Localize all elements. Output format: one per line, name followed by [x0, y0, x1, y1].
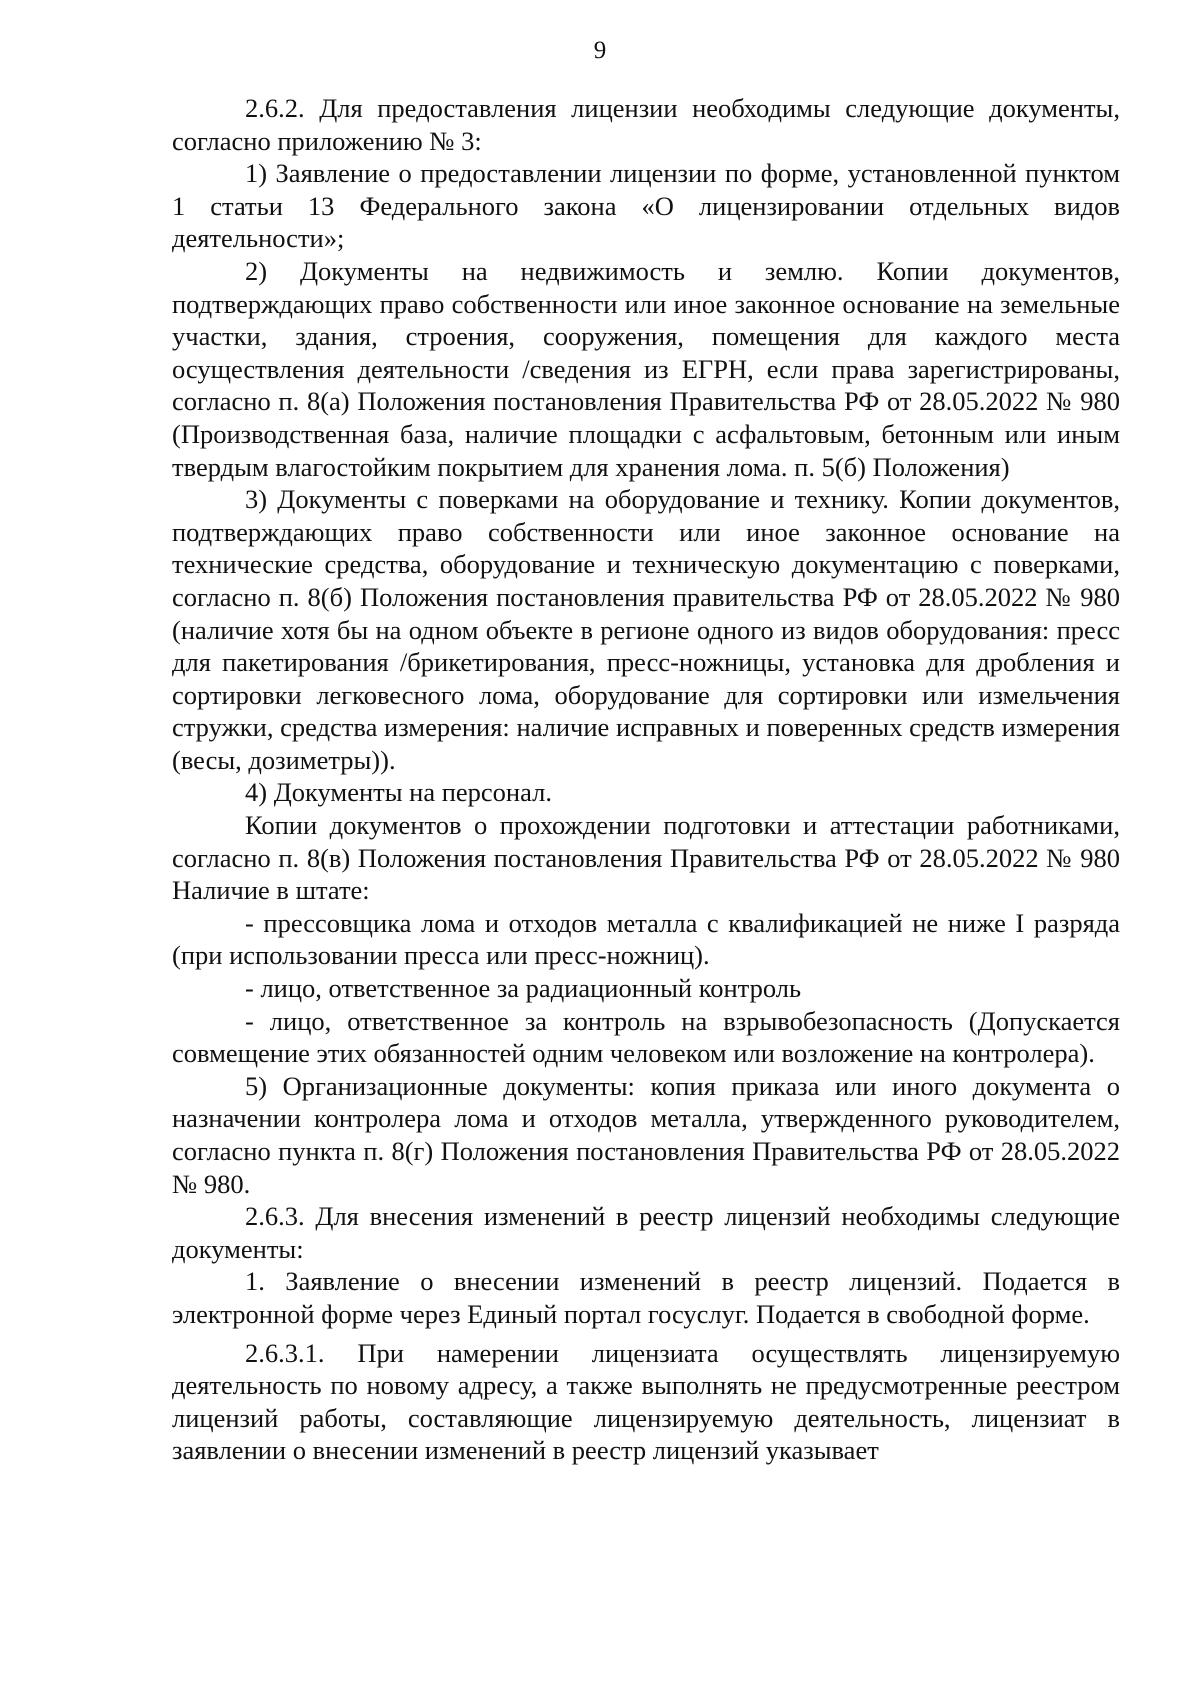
paragraph-staff-press-operator: - прессовщика лома и отходов металла с квалификацией не ниже I разряда (при использовании пресса или пресс-ножниц). [172, 907, 1120, 971]
paragraph-personnel-certification: Копии документов о прохождении подготовки и аттестации работниками, согласно п. 8(в) Положения постановления Правительства РФ от 28.05.2022 № 980 Наличие в штате: [172, 810, 1120, 906]
paragraph-item-1-application: 1) Заявление о предоставлении лицензии по форме, установленной пунктом 1 статьи 13 Федерального закона «О лицензировании отдельных видов деятельности»; [172, 158, 1120, 254]
document-body [172, 92, 1120, 1467]
paragraph-item-5-organizational: 5) Организационные документы: копия приказа или иного документа о назначении контролера лома и отходов металла, утвержденного руководителем, согласно пункта п. 8(г) Положения постановления Правительства РФ от 28.05.2022 № 980. [172, 1070, 1120, 1199]
paragraph-2-6-3-1: 2.6.3.1. При намерении лицензиата осуществлять лицензируемую деятельность по новому адресу, а также выполнять не предусмотренные реестром лицензий работы, составляющие лицензируемую деятельность, лицензиат в заявлении о внесении изменений в реестр лицензий указывает [172, 1337, 1120, 1466]
paragraph-item-3-equipment: 3) Документы с поверками на оборудование и технику. Копии документов, подтверждающих право собственности или иное законное основание на технические средства, оборудование и техническую документацию с поверками, согласно п. 8(б) Положения постановления правительства РФ от 28.05.2022 № 980 (наличие хотя бы на одном объекте в регионе одного из видов оборудования: пресс для пакетирования /брикетирования, пресс-ножницы, установка для дробления и сортировки легковесного лома, оборудование для сортировки или измельчения стружки, средства измерения: наличие исправных и поверенных средств измерения (весы, дозиметры)). [172, 484, 1120, 775]
paragraph-staff-explosion-control: - лицо, ответственное за контроль на взрывобезопасность (Допускается совмещение этих обязанностей одним человеком или возложение на контролера). [172, 1005, 1120, 1069]
paragraph-2-6-2-heading: 2.6.2. Для предоставления лицензии необходимы следующие документы, согласно приложению № 3: [172, 93, 1120, 156]
page-number: 9 [593, 37, 607, 64]
paragraph-item-2-real-estate: 2) Документы на недвижимость и землю. Копии документов, подтверждающих право собственности или иное законное основание на земельные участки, здания, строения, сооружения, помещения для каждого места осуществления деятельности /сведения из ЕГРН, если права зарегистрированы, согласно п. 8(а) Положения постановления Правительства РФ от 28.05.2022 № 980 (Производственная база, наличие площадки с асфальтовым, бетонным или иным твердым влагостойким покрытием для хранения лома. п. 5(б) Положения) [172, 255, 1120, 482]
paragraph-2-6-3-heading: 2.6.3. Для внесения изменений в реестр лицензий необходимы следующие документы: [172, 1201, 1120, 1264]
paragraph-staff-radiation-control: - лицо, ответственное за радиационный контроль [245, 973, 802, 1004]
paragraph-item-4-personnel: 4) Документы на персонал. [245, 777, 552, 808]
paragraph-2-6-3-item-1: 1. Заявление о внесении изменений в реестр лицензий. Подается в электронной форме через Единый портал госуслуг. Подается в свободной форме. [172, 1266, 1120, 1329]
